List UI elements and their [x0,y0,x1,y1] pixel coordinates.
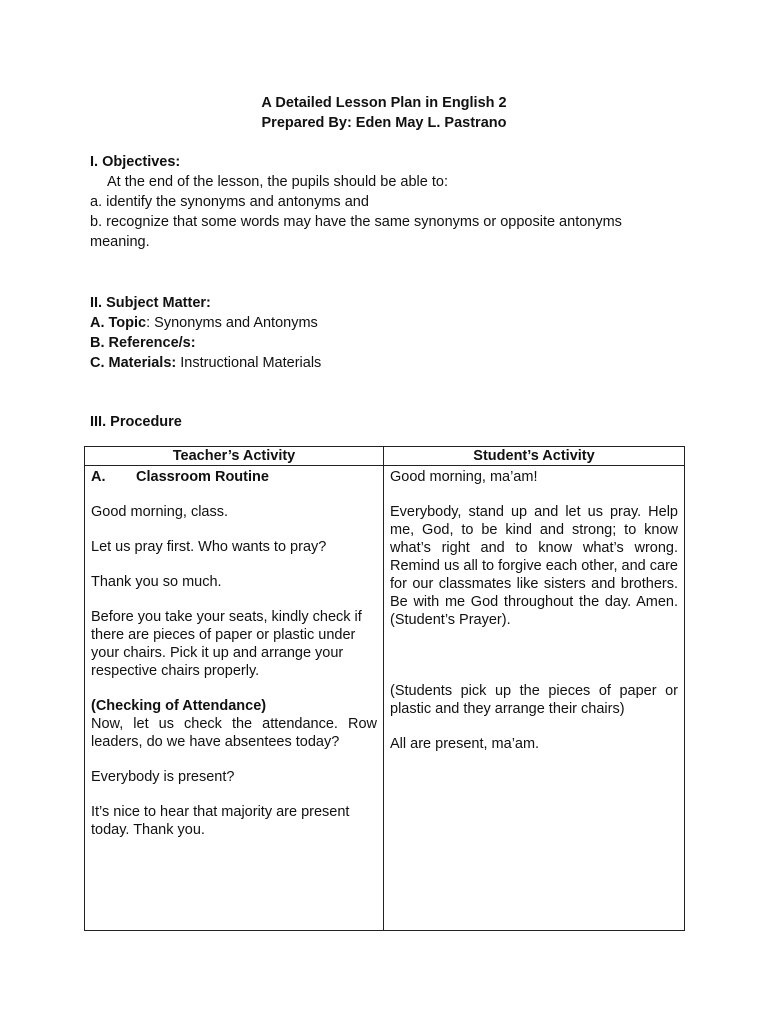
attendance-text: Now, let us check the attendance. Row leaders, do we have absentees today? [91,716,377,750]
materials-label: C. Materials: [90,355,177,371]
teacher-seats-line: Before you take your seats, kindly check if [91,609,362,625]
teacher-seats-line: respective chairs properly. [91,663,260,679]
objective-b-line1: b. recognize that some words may have the same synonyms or opposite antonyms [90,214,622,230]
teacher-closing-line: It’s nice to hear that majority are present [91,804,350,820]
attendance-heading: (Checking of Attendance) [91,698,267,714]
teacher-activity-header: Teacher’s Activity [85,447,384,466]
teacher-thanks: Thank you so much. [91,574,222,590]
teacher-seats-line: your chairs. Pick it up and arrange your [91,645,344,661]
document-title: A Detailed Lesson Plan in English 2 [261,95,507,111]
subject-matter-section [90,293,690,373]
subject-matter-heading: II. Subject Matter: [90,295,211,311]
reference-label: B. Reference/s: [90,335,196,351]
teacher-closing [91,803,377,839]
teacher-seats-line: there are pieces of paper or plastic under [91,627,356,643]
teacher-seats [91,608,377,680]
student-present: All are present, ma’am. [390,736,540,752]
routine-title: Classroom Routine [136,469,269,485]
routine-heading [91,468,377,486]
topic-label: A. Topic [90,315,147,331]
materials-value: Instructional Materials [176,355,322,371]
objective-b-line2: meaning. [90,234,150,250]
procedure-table [84,446,685,931]
objectives-heading: I. Objectives: [90,154,181,170]
teacher-closing-line: today. Thank you. [91,822,205,838]
student-prayer: Everybody, stand up and let us pray. Help me, God, to be kind and strong; to know what’s right and to know what’s wrong. Remind us all to forgive each other, and care for our classmates like sisters and brothers. Be with me God throughout the day. Amen. (Student’s Prayer). [390,504,678,628]
document-header [0,93,768,133]
objectives-intro: At the end of the lesson, the pupils should be able to: [107,174,448,190]
topic-value: : Synonyms and Antonyms [146,315,318,331]
teacher-activity-cell [85,466,384,931]
table-row [85,466,685,931]
materials-line [90,353,690,373]
teacher-pray: Let us pray first. Who wants to pray? [91,539,327,555]
routine-letter: A. [91,469,106,485]
student-pickup: (Students pick up the pieces of paper or plastic and they arrange their chairs) [390,683,678,717]
teacher-everybody: Everybody is present? [91,769,235,785]
topic-line [90,313,690,333]
student-activity-header: Student’s Activity [384,447,685,466]
student-greeting: Good morning, ma’am! [390,469,538,485]
prepared-by: Prepared By: Eden May L. Pastrano [261,115,507,131]
teacher-greeting: Good morning, class. [91,504,229,520]
objectives-section [90,152,690,252]
procedure-heading: III. Procedure [90,414,182,430]
objective-a: a. identify the synonyms and antonyms and [90,194,369,210]
student-activity-cell [384,466,685,931]
table-header-row [85,447,685,466]
